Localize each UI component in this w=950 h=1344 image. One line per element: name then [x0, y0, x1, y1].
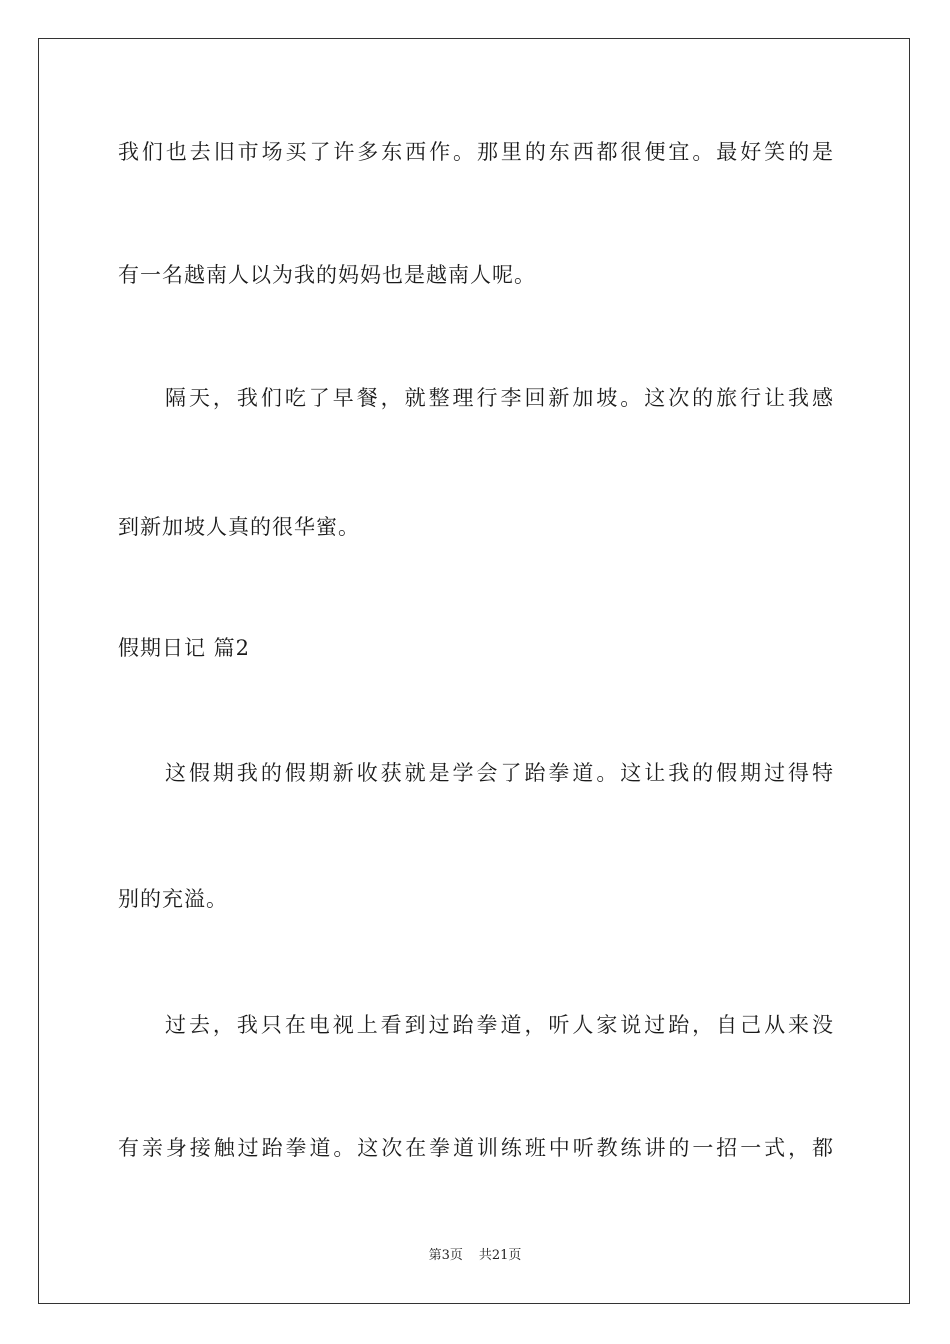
paragraph-line: 我们也去旧市场买了许多东西作。那里的东西都很便宜。最好笑的是	[118, 140, 834, 164]
page-footer	[0, 1247, 950, 1265]
page-number: 第3页	[428, 1248, 463, 1263]
page-total: 共21页	[478, 1248, 522, 1263]
paragraph-line: 这假期我的假期新收获就是学会了跆拳道。这让我的假期过得特	[165, 761, 834, 785]
paragraph-line: 别的充溢。	[118, 887, 228, 911]
paragraph-line: 隔天，我们吃了早餐，就整理行李回新加坡。这次的旅行让我感	[165, 386, 834, 410]
section-heading: 假期日记 篇2	[118, 636, 251, 660]
paragraph-line: 到新加坡人真的很华蜜。	[118, 515, 360, 539]
paragraph-line: 过去，我只在电视上看到过跆拳道，听人家说过跆，自己从来没	[165, 1013, 834, 1037]
paragraph-line: 有一名越南人以为我的妈妈也是越南人呢。	[118, 263, 536, 287]
page-border	[38, 38, 910, 1304]
paragraph-line: 有亲身接触过跆拳道。这次在拳道训练班中听教练讲的一招一式，都	[118, 1136, 834, 1160]
